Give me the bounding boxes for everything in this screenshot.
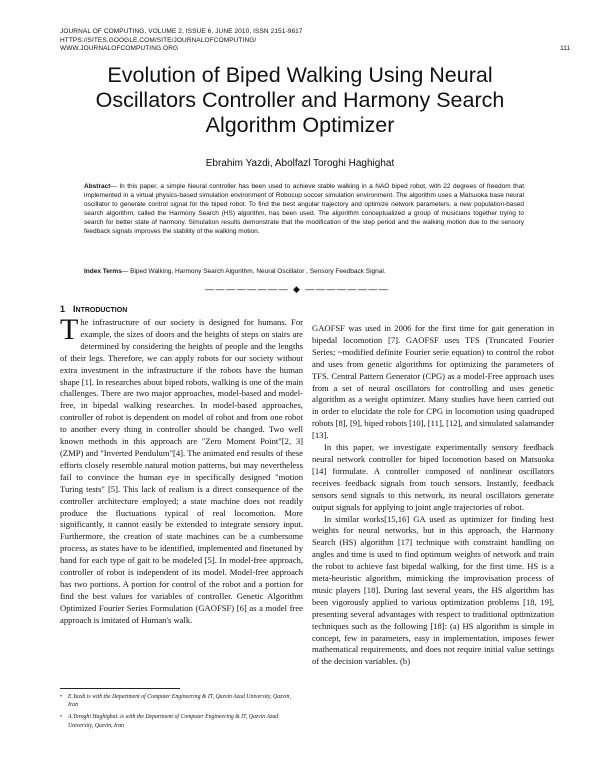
index-terms-label: Index Terms: [84, 268, 122, 275]
drop-cap: T: [60, 313, 79, 346]
running-header: [60, 28, 303, 54]
section-divider: ———————— ◆ ————————: [205, 284, 390, 294]
footnote-text: A.Toroghi Haghighat. is with the Department of Computer Engineering & IT, Qazvin Azad University, Qazvin, Iran: [68, 714, 279, 729]
title-line-3: Algorithm Optimizer: [205, 113, 395, 137]
authors: Ebrahim Yazdi, Abolfazl Toroghi Haghighat: [205, 158, 395, 169]
bullet-icon: •: [60, 714, 63, 721]
bullet-icon: •: [60, 694, 63, 700]
section-heading-rest: NTRODUCTION: [75, 307, 128, 314]
paper-title: [40, 63, 560, 138]
title-line-2: Oscillators Controller and Harmony Search: [95, 88, 505, 112]
page-number: 111: [560, 45, 570, 52]
title-line-1: Evolution of Biped Walking Using Neural: [107, 63, 493, 87]
right-column: [312, 323, 554, 668]
abstract-label: Abstract: [84, 183, 111, 190]
paragraph: [60, 313, 303, 627]
paragraph: In similar works[15,16] GA used as optimizer for finding best weights for neural networks, but in this approach, the Harmony Search (HS) algorithm [17] technique with constraint handling on angles and time is used to find optimum weights of network and train the robot to achieve fast bipedal walking, for the first time. HS is a meta-heuristic algorithm, mimicking the improvisation process of music players [18]. During last several years, the HS algorithm has been vigorously applied to various optimization problems [18, 19], presenting several advantages with respect to traditional optimization techniques such as the following [18]: (a) HS algorithm is simple in concept, few in parameters, easy in implementation, imposes fewer mathematical requirements, and does not require initial value settings of the decision variables. (b): [312, 513, 554, 667]
section-number: 1: [60, 304, 66, 314]
abstract-text: — In this paper, a simple Neural controller has been used to achieve stable walking in a NAO biped robot, with 22 degrees of freedom that implemented in a virtual physics-based simulation environment of Robocup soccer simulation environment. The algorithm uses a Matsuoka base neural oscillator to generate control signal for the biped robot. To find the best angular trajectory and optimize network parameters, a new population-based search algorithm, called the Harmony Search (HS) algorithm, has been used. The algorithm conceptualized a group of musicians together trying to search for better state of harmony. Simulation results demonstrate that the modification of the step period and the walking motion due to the sensory feedback signals improves the stability of the walking motion.: [84, 183, 524, 235]
index-terms-text: — Biped Walking, Harmony Search Algorithm, Neural Oscillator , Sensory Feedback Signal.: [121, 268, 386, 275]
journal-url[interactable]: HTTPS://SITES.GOOGLE.COM/SITE/JOURNALOFCOMPUTING/: [60, 36, 257, 44]
footnote: [60, 713, 300, 729]
footnote: [60, 693, 300, 709]
journal-website[interactable]: WWW.JOURNALOFCOMPUTING.ORG: [60, 45, 179, 52]
paragraph: In this paper, we investigate experimentally sensory feedback neural network controller for biped locomotion based on Matsuoka [14] formulate. A controller composed of nonlinear oscillators receives feedback signals from touch sensors. Instantly, feedback sensors send signals to this network, its neural oscillators generate output signals for applying to joint angle trajectories of robot.: [312, 442, 554, 512]
abstract: [84, 183, 524, 236]
left-column: [60, 313, 303, 627]
footnotes: [60, 693, 300, 734]
footnote-text: E.Yazdi is with the Department of Computer Engineering & IT, Qazvin Azad University, Qazvin, Iran: [68, 694, 291, 709]
section-heading-initial: I: [73, 304, 76, 314]
paragraph: GAOFSF was used in 2006 for the first time for gait generation in bipedal locomotion [7]. GAOFSF uses TFS (Truncated Fourier Series; ~modified definite Fourier serie equation) to control the robot and uses from genetic algorithms for optimizing the parameters of TFS. Central Pattern Generator (CPG) as a model-Free approach uses from a set of neural oscillators for controlling and uses genetic algorithm as a weight optimizer. Many studies have been carried out in order to elucidate the role for CPG in locomotion using quadruped robots [8], [9], biped robots [10], [11], [12], and simulated salamander [13].: [312, 323, 554, 441]
index-terms: [84, 268, 524, 277]
journal-line: JOURNAL OF COMPUTING, VOLUME 2, ISSUE 6, JUNE 2010, ISSN 2151-9617: [60, 28, 303, 35]
paragraph-text: he infrastructure of our society is designed for humans. For example, the sizes of doors and the heights of steps on stairs are determined by considering the heights of people and the lengths of their legs. Therefore, we can apply robots for our society without extra investment in the infrastructure if the robots have the human shape [1]. In researches about biped robots, walking is one of the main challenges. There are two major approaches, model-based and model-free, in bipedal walking researches. In model-based approaches, controller of robot is dependent on model of robot and from one robot to another every thing in controller should be changed. Two well known methods in this approach are "Zero Moment Point"[2, 3] (ZMP) and "Inverted Pendulum"[4]. The animated end results of these efforts closely resemble natural motion patterns, but may nevertheless fail to convince the human eye in specifically designed "motion Turing tests" [5]. This lack of realism is a direct consequence of the controller architecture employed; a state machine does not readily produce the fluctuations typical of real locomotion. More significantly, it cannot easily be extended to integrate sensory input. Furthermore, the creation of state machines can be a cumbersome process, as states have to be identified, implemented and finetuned by hand for each type of gait to be modeled [5]. In model-free approach, controller of robot is independent of its model. Model-free approach has two portions. A portion for control of the robot and a portion for find the best values for variables of controller. Genetic Algorithm Optimized Fourier Series Formulation (GAOFSF) [6] as a model free approach is imitated of Human's walk.: [60, 317, 303, 625]
footnote-rule: [60, 688, 180, 689]
